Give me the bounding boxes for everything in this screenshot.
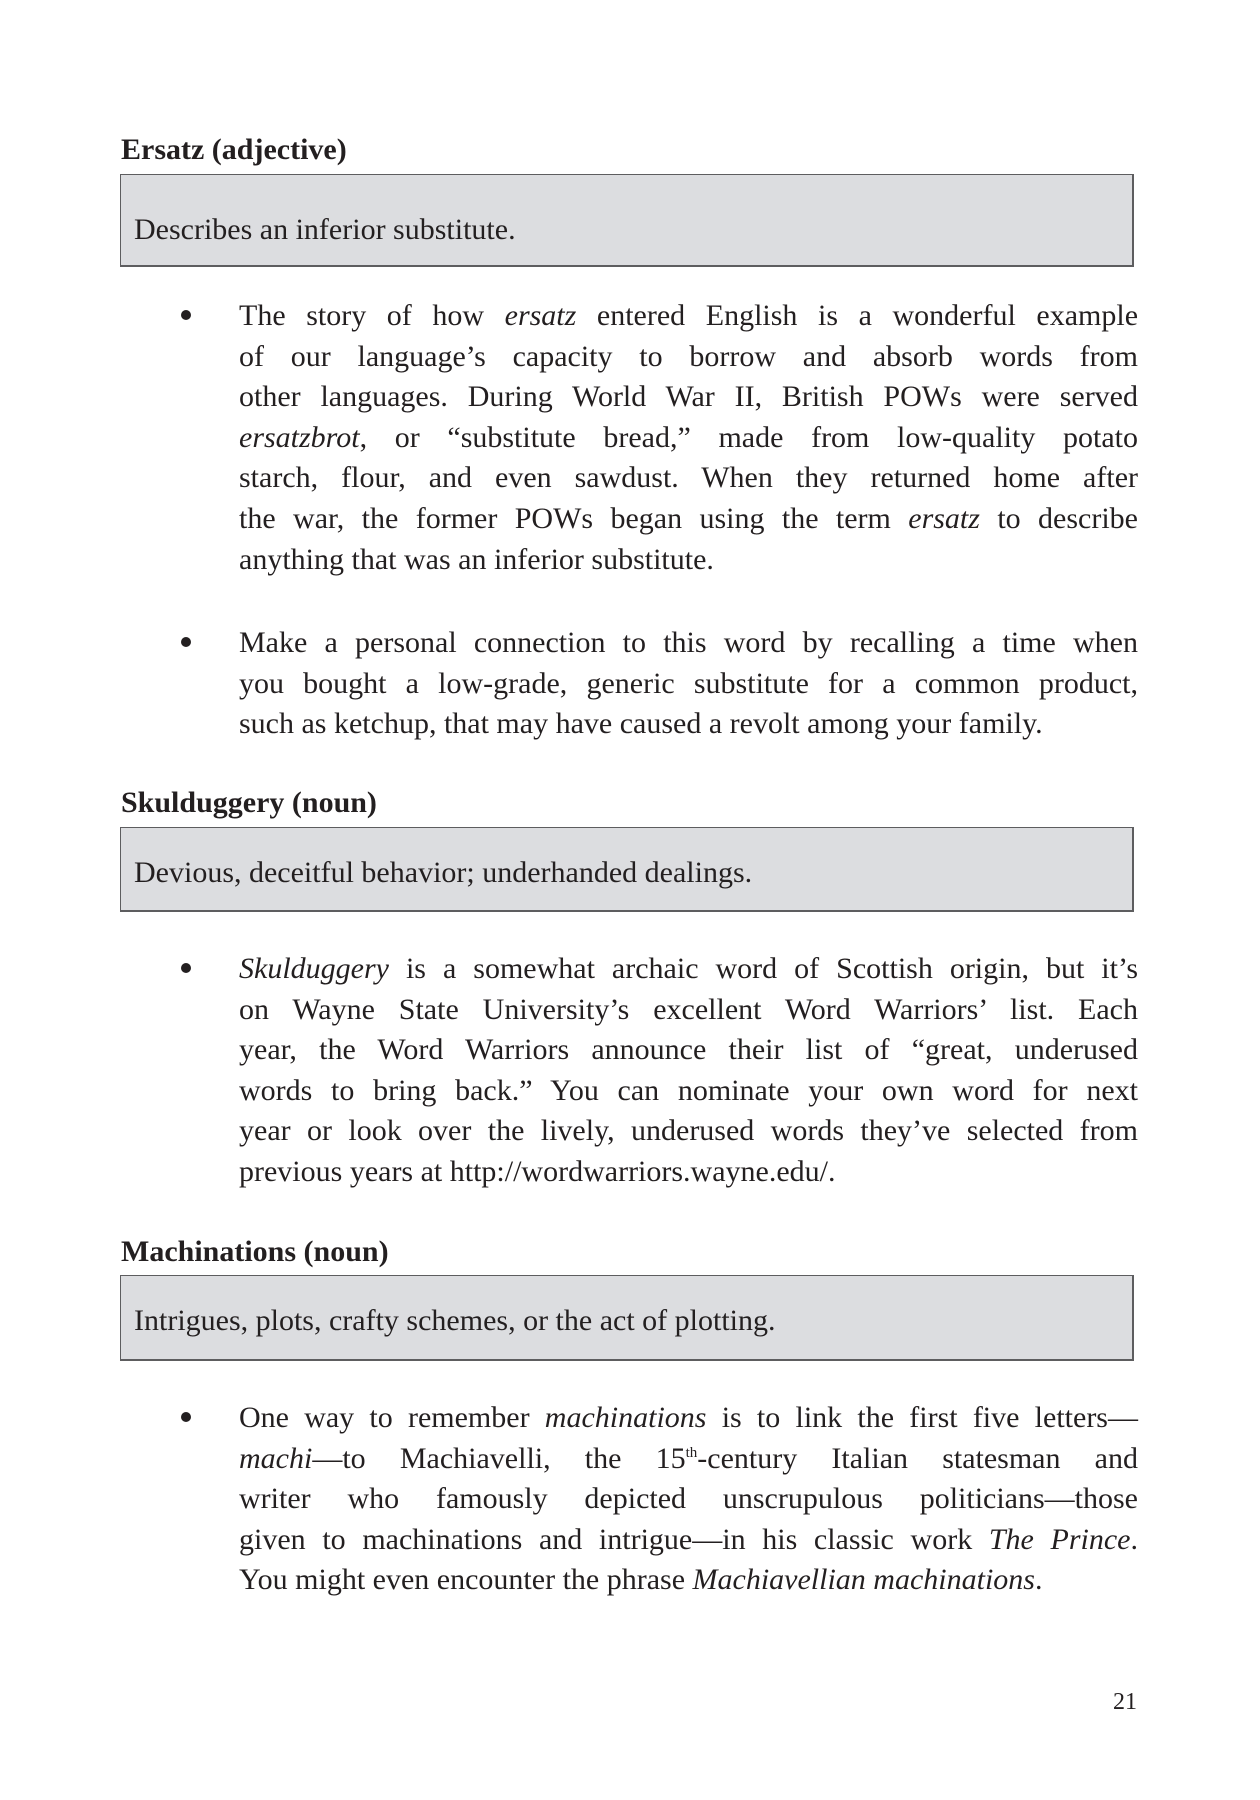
bullet-line: other languages. During World War II, British POWs were served — [239, 380, 1138, 414]
entry-heading-skulduggery: Skulduggery (noun) — [121, 786, 377, 819]
bullet-line: the war, the former POWs began using the term ersatz to describe — [239, 502, 1138, 535]
bullet-line: anything that was an inferior substitute. — [239, 542, 714, 576]
bullet-line: Make a personal connection to this word by recalling a time when — [239, 626, 1138, 659]
bullet-line: you bought a low-grade, generic substitute for a common product, — [239, 666, 1138, 700]
definition-box-machinations — [120, 1275, 1134, 1361]
bullet-line: writer who famously depicted unscrupulous politicians—those — [239, 1482, 1138, 1516]
definition-box-skulduggery — [120, 827, 1134, 912]
bullet-line: words to bring back.” You can nominate your own word for next — [239, 1073, 1138, 1107]
bullet-icon — [181, 637, 191, 647]
bullet-line: ersatzbrot, or “substitute bread,” made from low-quality potato — [239, 420, 1138, 454]
bullet-line: One way to remember machinations is to link the first five letters— — [239, 1401, 1138, 1434]
definition-text: Describes an inferior substitute. — [134, 213, 516, 246]
bullet-line: machi—to Machiavelli, the 15th-century Italian statesman and — [239, 1441, 1138, 1475]
bullet-line: You might even encounter the phrase Machiavellian machinations. — [239, 1563, 1043, 1597]
entry-heading-machinations: Machinations (noun) — [121, 1235, 389, 1268]
bullet-line: starch, flour, and even sawdust. When they returned home after — [239, 461, 1138, 495]
bullet-line: The story of how ersatz entered English is a wonderful example — [239, 299, 1139, 332]
bullet-icon — [181, 963, 191, 973]
entry-heading-ersatz: Ersatz (adjective) — [121, 133, 347, 166]
bullet-icon — [181, 310, 191, 320]
definition-text: Intrigues, plots, crafty schemes, or the act of plotting. — [134, 1304, 776, 1337]
bullet-line: on Wayne State University’s excellent Word Warriors’ list. Each — [239, 992, 1138, 1026]
page-number: 21 — [1113, 1689, 1137, 1715]
definition-text: Devious, deceitful behavior; underhanded dealings. — [134, 856, 753, 889]
bullet-line: year, the Word Warriors announce their list of “great, underused — [239, 1033, 1138, 1067]
definition-box-ersatz — [120, 174, 1134, 267]
bullet-line: previous years at http://wordwarriors.wayne.edu/. — [239, 1155, 836, 1188]
bullet-line: year or look over the lively, underused words they’ve selected from — [239, 1114, 1138, 1148]
bullet-line: Skulduggery is a somewhat archaic word of Scottish origin, but it’s — [239, 952, 1138, 985]
bullet-icon — [181, 1412, 191, 1422]
bullet-line: of our language’s capacity to borrow and absorb words from — [239, 339, 1138, 373]
bullet-line: such as ketchup, that may have caused a revolt among your family. — [239, 707, 1043, 741]
bullet-line: given to machinations and intrigue—in his classic work The Prince. — [239, 1522, 1138, 1556]
